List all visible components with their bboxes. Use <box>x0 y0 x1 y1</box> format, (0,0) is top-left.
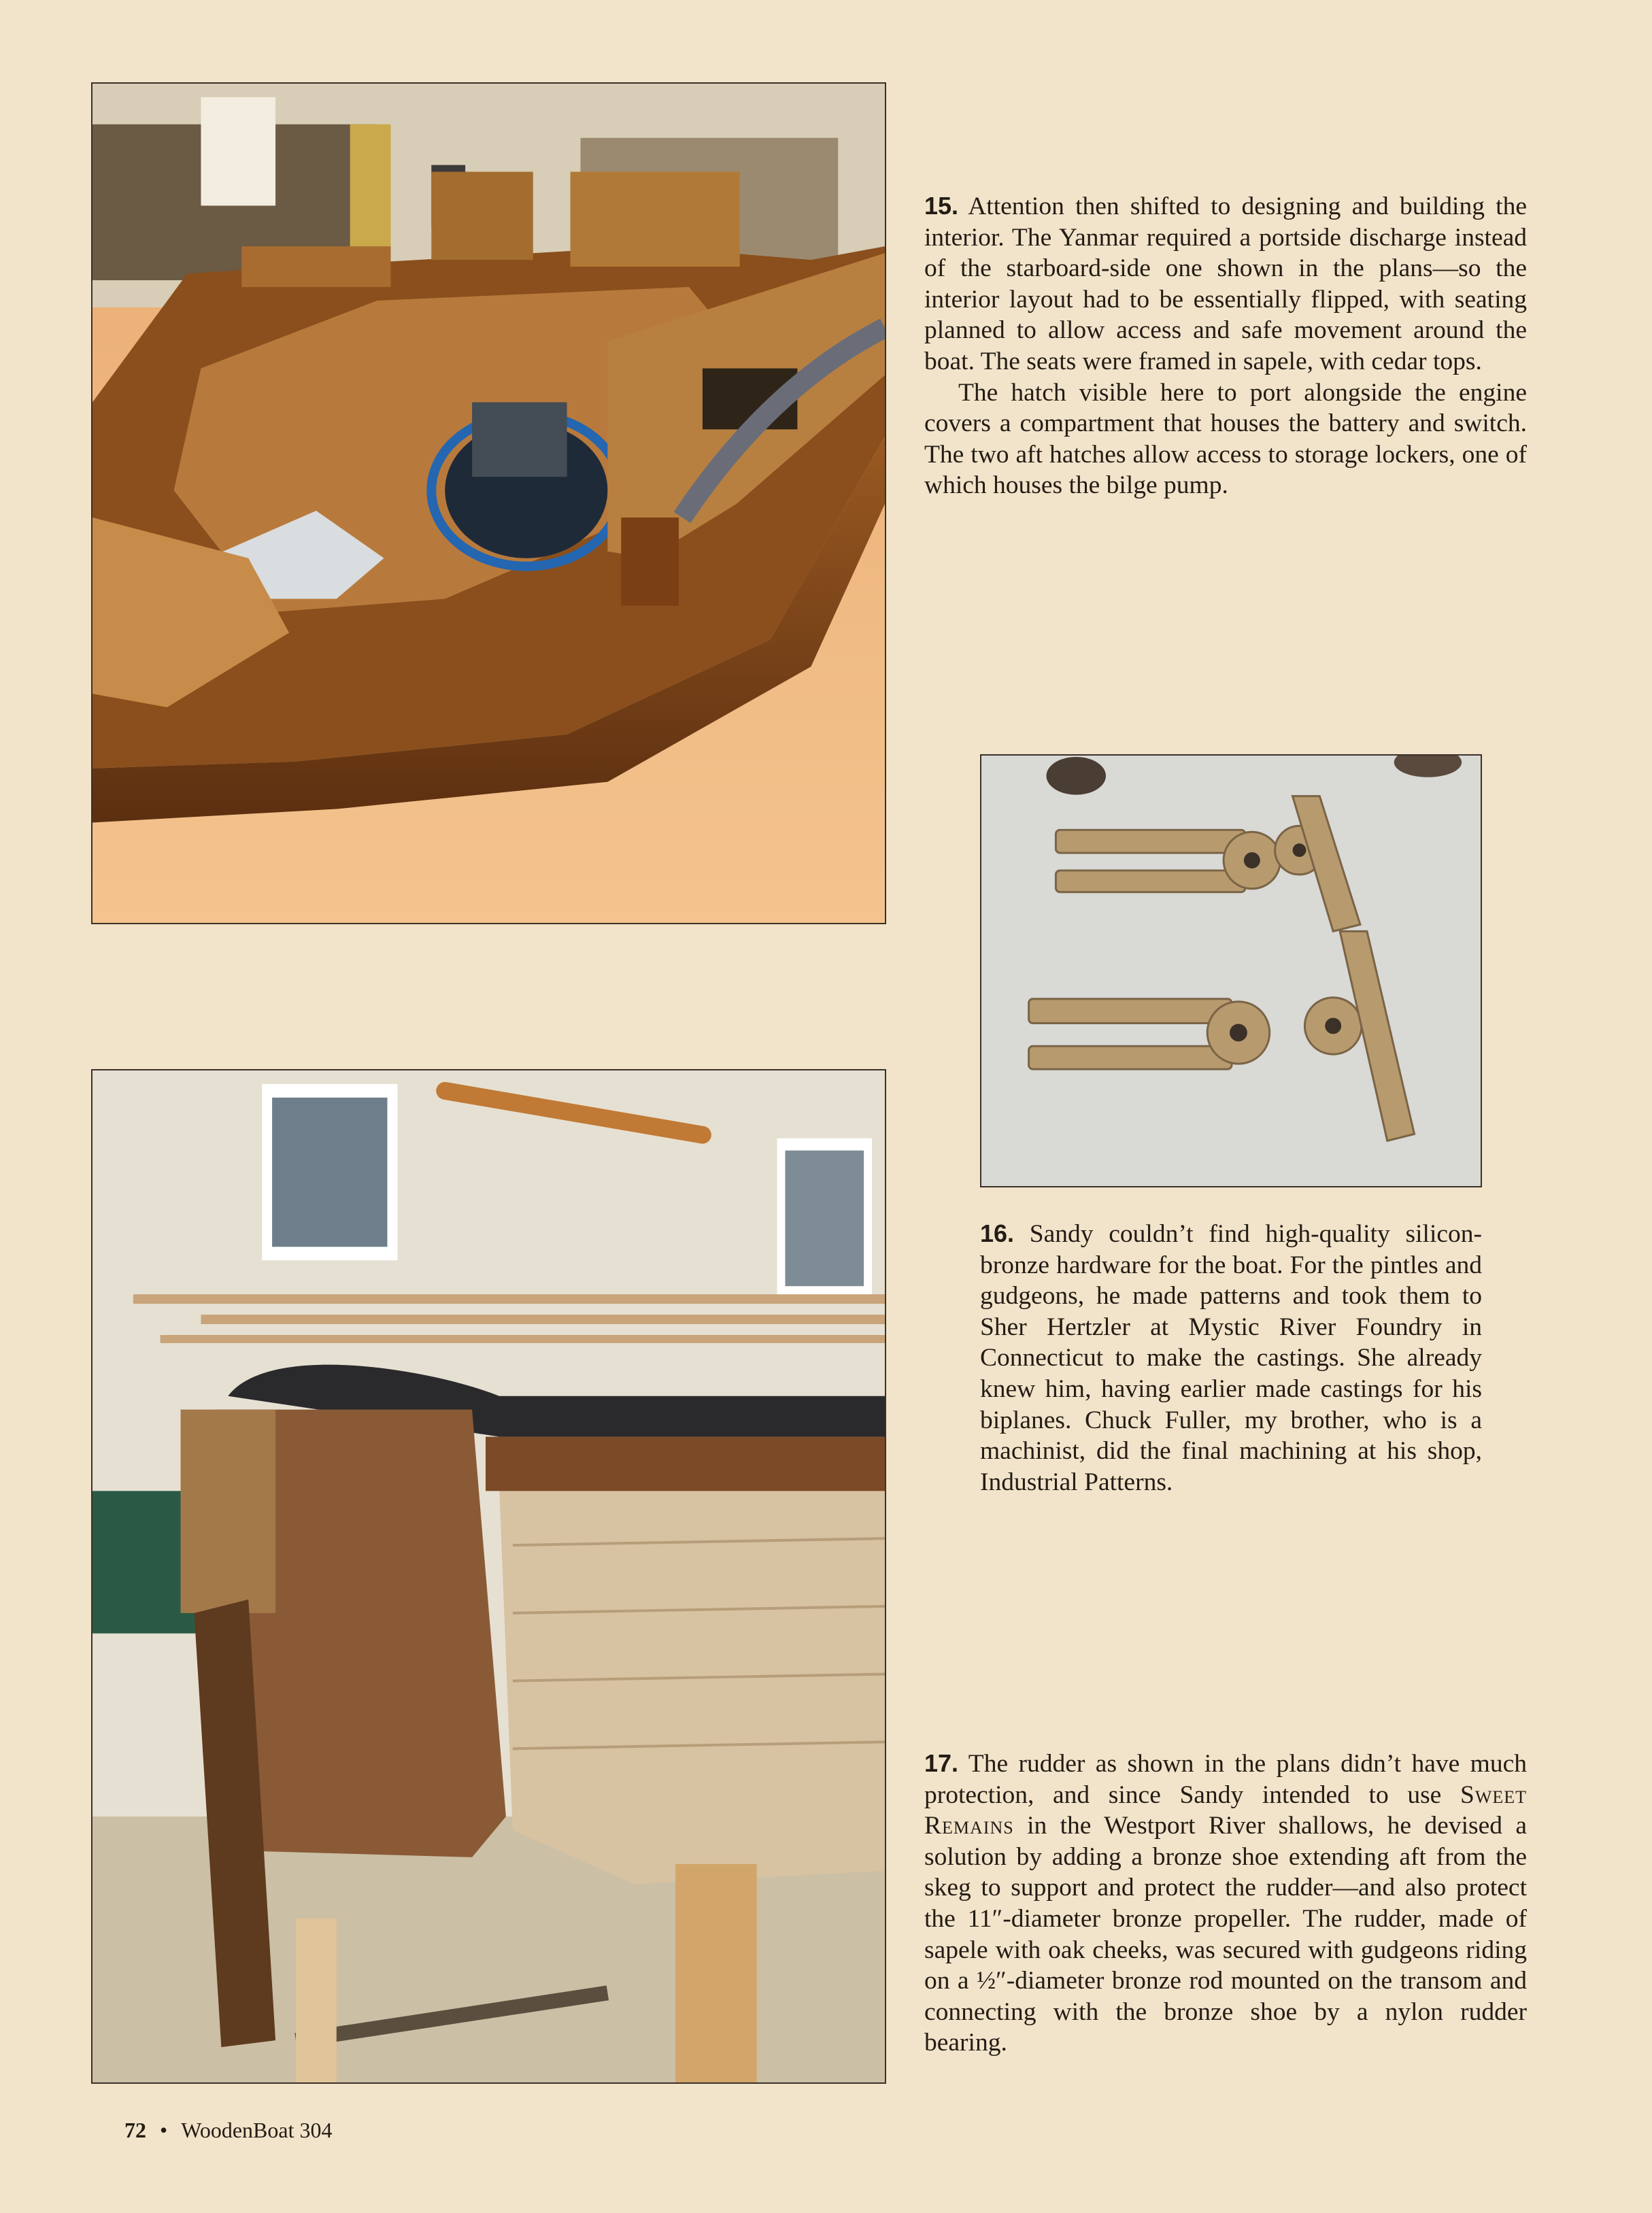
photo-rudder-transom <box>91 1069 886 2084</box>
publication-name: WoodenBoat 304 <box>181 2118 333 2142</box>
page-number: 72 <box>124 2118 146 2142</box>
photo-bronze-hardware <box>980 754 1482 1187</box>
boat-name: Sweet Remains <box>924 1780 1528 1840</box>
caption-text: The hatch visible here to port alongside the engine covers a compartment that houses the battery and switch. The two aft hatches allow access to storage lockers, one of which houses the bilge pump. <box>924 378 1527 500</box>
caption-16 <box>980 1218 1482 1498</box>
caption-number: 16. <box>980 1219 1015 1247</box>
caption-text: The rudder as shown in the plans didn’t have much protection, and since Sandy intended to use <box>924 1750 1527 1809</box>
page-footer <box>124 2118 332 2143</box>
separator-bullet: • <box>160 2118 168 2142</box>
caption-number: 15. <box>924 192 959 220</box>
caption-17 <box>924 1748 1527 2059</box>
photo-interior-engine <box>91 82 886 924</box>
caption-number: 17. <box>924 1749 959 1777</box>
caption-text: in the Westport River shallows, he devised a solution by adding a bronze shoe extending aft from the skeg to support and protect the rudder—and also protect the 11″-diameter bronze propeller. The rudder, made of sapele with oak cheeks, was secured with gudgeons riding on a ½″-diameter bronze rod mounted on the transom and connecting with the bronze shoe by a nylon rudder bearing. <box>924 1812 1528 2057</box>
caption-text: Attention then shifted to designing and building the interior. The Yanmar required a portside discharge instead of the starboard-side one shown in the plans—so the interior layout had to be essentially flipped, with seating planned to allow access and safe movement around the boat. The seats were framed in sapele, with cedar tops. <box>924 192 1527 375</box>
caption-text: Sandy couldn’t find high-quality silicon-bronze hardware for the boat. For the pintles and gudgeons, he made patterns and took them to Sher Hertzler at Mystic River Foundry in Connecticut to make the castings. She already knew him, having earlier made castings for his biplanes. Chuck Fuller, my brother, who is a machinist, did the final machining at his shop, Industrial Patterns. <box>980 1220 1482 1496</box>
caption-15 <box>924 190 1527 501</box>
